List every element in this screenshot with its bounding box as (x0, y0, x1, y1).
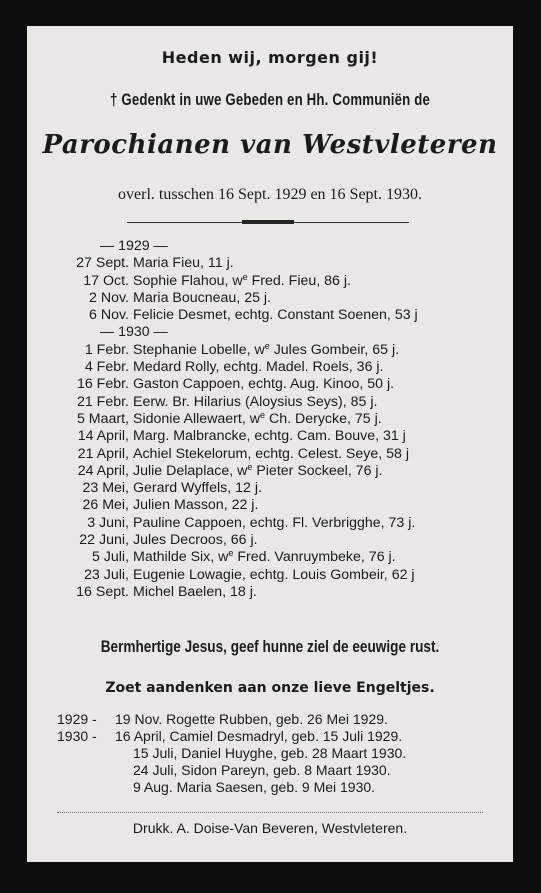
card-title: Parochianen van Westvleteren (42, 130, 498, 160)
list-item (57, 342, 507, 359)
entry-text: Stephanie Lobelle, $w^e$ Jules Gombeir, 65 j. (133, 340, 400, 358)
entry-text: Michel Baelen, 18 j. (133, 583, 257, 600)
memorial-card (27, 26, 513, 862)
entry-text: Medard Rolly, echtg. Madel. Roels, 36 j. (133, 359, 384, 376)
entry-date: 16 Febr. (76, 376, 129, 393)
entry-date: 26 Mei, (82, 497, 129, 514)
entry-text: Sophie Flahou, $w^e$ Fred. Fieu, 86 j. (133, 271, 351, 289)
entry-date: 2 Nov. (89, 289, 129, 306)
list-item (57, 463, 507, 480)
angels-heading: Zoet aandenken aan onze lieve Engeltjes. (105, 680, 435, 696)
list-item (57, 762, 517, 779)
entry-date: 23 Mei, (82, 480, 129, 497)
list-item (57, 779, 517, 796)
entry-date: 3 Juni, (87, 514, 129, 531)
angel-text: 16 April, Camiel Desmadryl, geb. 15 Juli 1929. (115, 728, 403, 744)
entry-date: 23 Juli, (84, 566, 129, 583)
entry-text: Maria Boucneau, 25 j. (133, 289, 272, 306)
angel-year (57, 762, 115, 779)
year-heading-1929: — 1929 — (100, 238, 168, 254)
entry-date: 24 April, (77, 462, 129, 479)
angel-text: 24 Juli, Sidon Pareyn, geb. 8 Maart 1930. (133, 762, 391, 778)
entry-date: 1 Febr. (84, 341, 129, 358)
printer-credit: Drukk. A. Doise-Van Beveren, Westvleteren. (132, 820, 408, 836)
header-prayer-line: † Gedenkt in uwe Gebeden en Hh. Communiën de (109, 90, 430, 109)
list-item (57, 515, 507, 532)
entry-date: 5 Maart, (76, 410, 129, 427)
list-item (57, 497, 507, 514)
header-motto: Heden wij, morgen gij! (161, 48, 379, 67)
list-item (57, 290, 507, 307)
entry-date: 27 Sept. (76, 255, 129, 272)
entry-date: 4 Febr. (84, 359, 129, 376)
list-item (57, 255, 507, 272)
entry-date: 14 April, (77, 428, 129, 445)
entry-date: 22 Juni, (79, 532, 129, 549)
entry-text: Achiel Stekelorum, echtg. Celest. Seye, 58 j (133, 445, 410, 462)
entry-text: Jules Decroos, 66 j. (133, 532, 258, 549)
list-item (57, 394, 507, 411)
entry-text: Sidonie Allewaert, $w^e$ Ch. Derycke, 75 j. (133, 409, 382, 427)
deceased-list (57, 238, 507, 601)
angel-year (57, 779, 115, 796)
entry-date: 21 Febr. (76, 393, 129, 410)
entry-text: Marg. Malbrancke, echtg. Cam. Bouve, 31 j (133, 428, 406, 445)
list-item (57, 446, 507, 463)
list-item (57, 745, 517, 762)
entry-date: 16 Sept. (76, 583, 129, 600)
angel-text: 19 Nov. Rogette Rubben, geb. 26 Mei 1929. (115, 711, 388, 727)
list-item (57, 411, 507, 428)
angels-list (57, 711, 517, 796)
list-item (57, 584, 507, 601)
angel-year (57, 745, 115, 762)
list-item (57, 532, 507, 549)
entry-date: 17 Oct. (83, 272, 129, 289)
angel-year: 1929 - (57, 711, 97, 727)
entry-text: Maria Fieu, 11 j. (133, 255, 234, 272)
entry-text: Mathilde Six, $w^e$ Fred. Vanruymbeke, 76 j. (133, 548, 396, 566)
entry-text: Eerw. Br. Hilarius (Aloysius Seys), 85 j. (133, 393, 378, 410)
list-item (57, 728, 517, 745)
period-line: overl. tusschen 16 Sept. 1929 en 16 Sept. 1930. (118, 186, 422, 203)
list-item (57, 273, 507, 290)
divider-left (127, 222, 242, 223)
entry-date: 21 April, (77, 445, 129, 462)
entry-text: Pauline Cappoen, echtg. Fl. Verbrigghe, 73 j. (133, 514, 416, 531)
closing-prayer: Bermhertige Jesus, geef hunne ziel de eeuwige rust. (100, 637, 440, 656)
list-item (57, 428, 507, 445)
list-item (57, 711, 517, 728)
year-heading-1930: — 1930 — (100, 324, 168, 341)
entry-text: Gaston Cappoen, echtg. Aug. Kinoo, 50 j. (133, 376, 395, 393)
entry-text: Gerard Wyffels, 12 j. (133, 480, 262, 497)
angel-text: 9 Aug. Maria Saesen, geb. 9 Mei 1930. (133, 779, 376, 795)
entry-date: 5 Juli, (91, 549, 129, 566)
divider-right (294, 222, 409, 223)
entry-text: Felicie Desmet, echtg. Constant Soenen, 53 j (133, 307, 418, 324)
entry-date: 6 Nov. (89, 307, 129, 324)
list-item (57, 359, 507, 376)
list-item (57, 567, 507, 584)
angel-year: 1930 - (57, 728, 97, 744)
list-item (57, 549, 507, 566)
list-item (57, 480, 507, 497)
entry-text: Julien Masson, 22 j. (133, 497, 259, 514)
entry-text: Eugenie Lowagie, echtg. Louis Gombeir, 62 j (133, 566, 415, 583)
entry-text: Julie Delaplace, $w^e$ Pieter Sockeel, 76 j. (133, 461, 383, 479)
angel-text: 15 Juli, Daniel Huyghe, geb. 28 Maart 1930. (133, 745, 407, 761)
list-item (57, 376, 507, 393)
dotted-divider (57, 812, 483, 813)
list-item (57, 307, 507, 324)
divider-ornament (242, 220, 294, 224)
